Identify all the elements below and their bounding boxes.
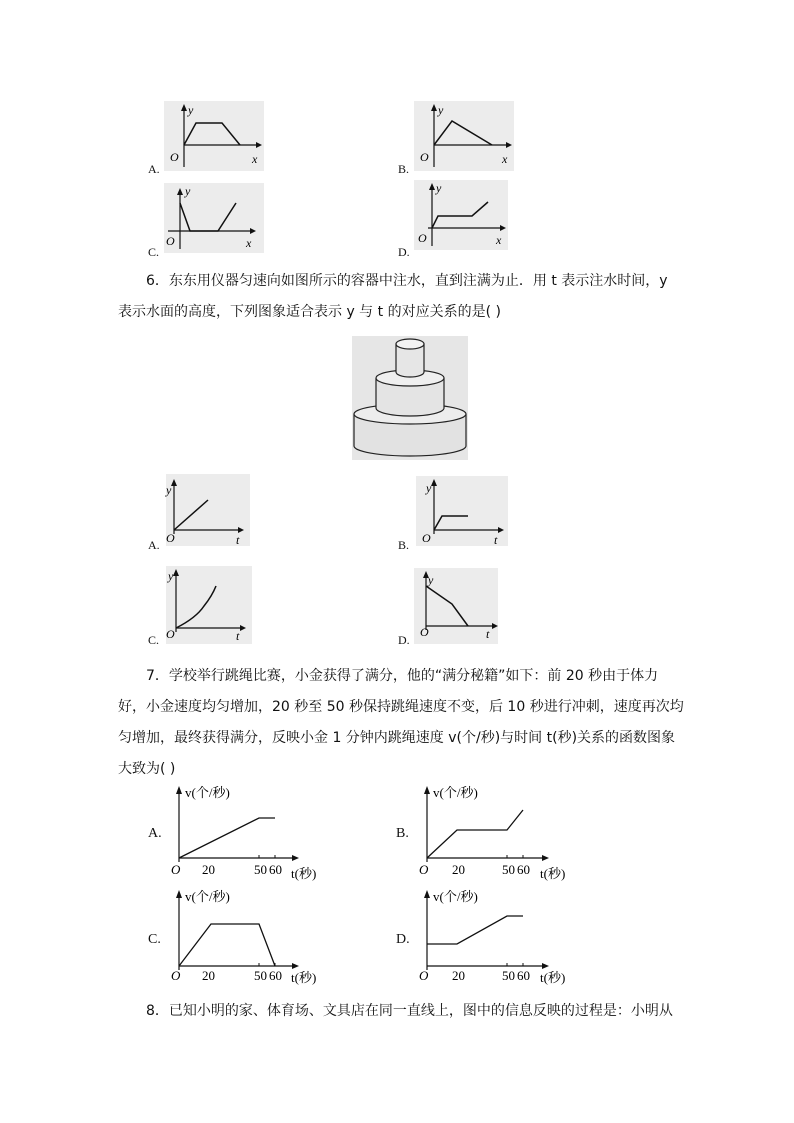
v-axis-label: v(个/秒): [433, 889, 478, 904]
q6-graph-b: [416, 476, 508, 546]
q6-option-a-label: A.: [148, 538, 160, 552]
y-label: y: [188, 103, 194, 117]
t-label: t: [236, 629, 240, 643]
q7-stem-line2: 好，小金速度均匀增加，20 秒至 50 秒保持跳绳速度不变，后 10 秒进行冲刺，速度再次均: [118, 699, 684, 715]
q5-c-curve: [180, 203, 236, 231]
tick-20: 20: [452, 968, 465, 983]
q5-option-d-label: D.: [398, 245, 410, 259]
q6-option-b-label: B.: [398, 538, 410, 552]
y-label: y: [166, 483, 172, 497]
q5-graph-b: [414, 101, 514, 171]
tick-20: 20: [202, 862, 215, 877]
tick-50: 50: [502, 968, 515, 983]
y-label: y: [185, 184, 191, 198]
origin-label: O: [171, 862, 181, 877]
y-label: y: [436, 181, 442, 195]
t-axis-label: t(秒): [540, 866, 566, 881]
t-label: t: [236, 533, 240, 547]
q6-graph-a: [166, 474, 250, 546]
tick-50: 50: [254, 968, 267, 983]
y-label: y: [428, 573, 434, 587]
tick-20: 20: [452, 862, 465, 877]
q7-c-curve: [179, 924, 275, 966]
tick-60: 60: [269, 862, 282, 877]
q6-graph-c: [166, 566, 252, 644]
origin-label: O: [420, 150, 429, 164]
q7-a-curve: [179, 818, 275, 858]
y-label: y: [168, 569, 174, 583]
q6-option-d-label: D.: [398, 633, 410, 647]
q7-b-curve: [427, 810, 523, 858]
tick-60: 60: [517, 968, 530, 983]
tick-50: 50: [502, 862, 515, 877]
origin-label: O: [419, 968, 429, 983]
x-label: x: [246, 236, 252, 250]
q5-option-a-label: A.: [148, 162, 160, 176]
origin-label: O: [422, 531, 431, 545]
q5-a-curve: [184, 123, 240, 145]
x-label: x: [252, 152, 258, 166]
q6-c-curve: [176, 586, 216, 628]
tick-20: 20: [202, 968, 215, 983]
origin-label: O: [171, 968, 181, 983]
origin-label: O: [419, 862, 429, 877]
tick-60: 60: [517, 862, 530, 877]
q7-graph-c: [168, 886, 324, 984]
q7-option-c-label: C.: [148, 932, 161, 947]
origin-label: O: [166, 627, 175, 641]
q6-stem-line1: 6．东东用仪器匀速向如图所示的容器中注水，直到注满为止．用 t 表示注水时间，y: [146, 273, 668, 289]
v-axis-label: v(个/秒): [185, 889, 230, 904]
origin-label: O: [418, 231, 427, 245]
q7-option-d-label: D.: [396, 932, 410, 947]
q7-d-curve: [427, 916, 523, 944]
q5-option-b-label: B.: [398, 162, 410, 176]
q7-stem-line4: 大致为( ): [118, 761, 176, 777]
t-axis-label: t(秒): [291, 970, 317, 985]
tick-60: 60: [269, 968, 282, 983]
q7-graph-a: [168, 782, 317, 881]
q7-option-a-label: A.: [148, 826, 162, 841]
y-label: y: [438, 103, 444, 117]
q5-d-curve: [432, 202, 488, 228]
x-label: x: [502, 152, 508, 166]
q5-graph-c: [164, 183, 264, 253]
t-axis-label: t(秒): [291, 866, 317, 881]
q6-option-c-label: C.: [148, 633, 160, 647]
q5-b-curve: [434, 121, 492, 145]
t-axis-label: t(秒): [540, 970, 566, 985]
origin-label: O: [420, 625, 429, 639]
origin-label: O: [166, 234, 175, 248]
q7-graph-d: [418, 886, 574, 984]
t-label: t: [486, 627, 490, 641]
v-axis-label: v(个/秒): [185, 785, 230, 800]
q7-option-b-label: B.: [396, 826, 409, 841]
q5-graph-a: [164, 101, 264, 171]
q6-d-curve: [426, 586, 468, 626]
q7-stem-line1: 7．学校举行跳绳比赛，小金获得了满分，他的“满分秘籍”如下：前 20 秒由于体力: [146, 668, 659, 684]
q8-stem-line1: 8．已知小明的家、体育场、文具店在同一直线上，图中的信息反映的过程是：小明从: [146, 1003, 673, 1019]
q7-graph-b: [418, 782, 574, 880]
origin-label: O: [166, 531, 175, 545]
origin-label: O: [170, 150, 179, 164]
q5-option-c-label: C.: [148, 245, 160, 259]
tick-50: 50: [254, 862, 267, 877]
q6-a-curve: [174, 500, 208, 530]
q6-b-curve: [434, 516, 468, 530]
y-label: y: [426, 481, 432, 495]
q6-stem-line2: 表示水面的高度，下列图象适合表示 y 与 t 的对应关系的是( ): [118, 304, 501, 320]
t-label: t: [494, 533, 498, 547]
q6-graph-d: [414, 568, 498, 644]
x-label: x: [496, 233, 502, 247]
q6-container-figure: [352, 336, 468, 460]
q5-graph-d: [414, 180, 508, 250]
v-axis-label: v(个/秒): [433, 785, 478, 800]
q7-stem-line3: 匀增加，最终获得满分，反映小金 1 分钟内跳绳速度 v(个/秒)与时间 t(秒)关系的函数图象: [118, 730, 676, 746]
